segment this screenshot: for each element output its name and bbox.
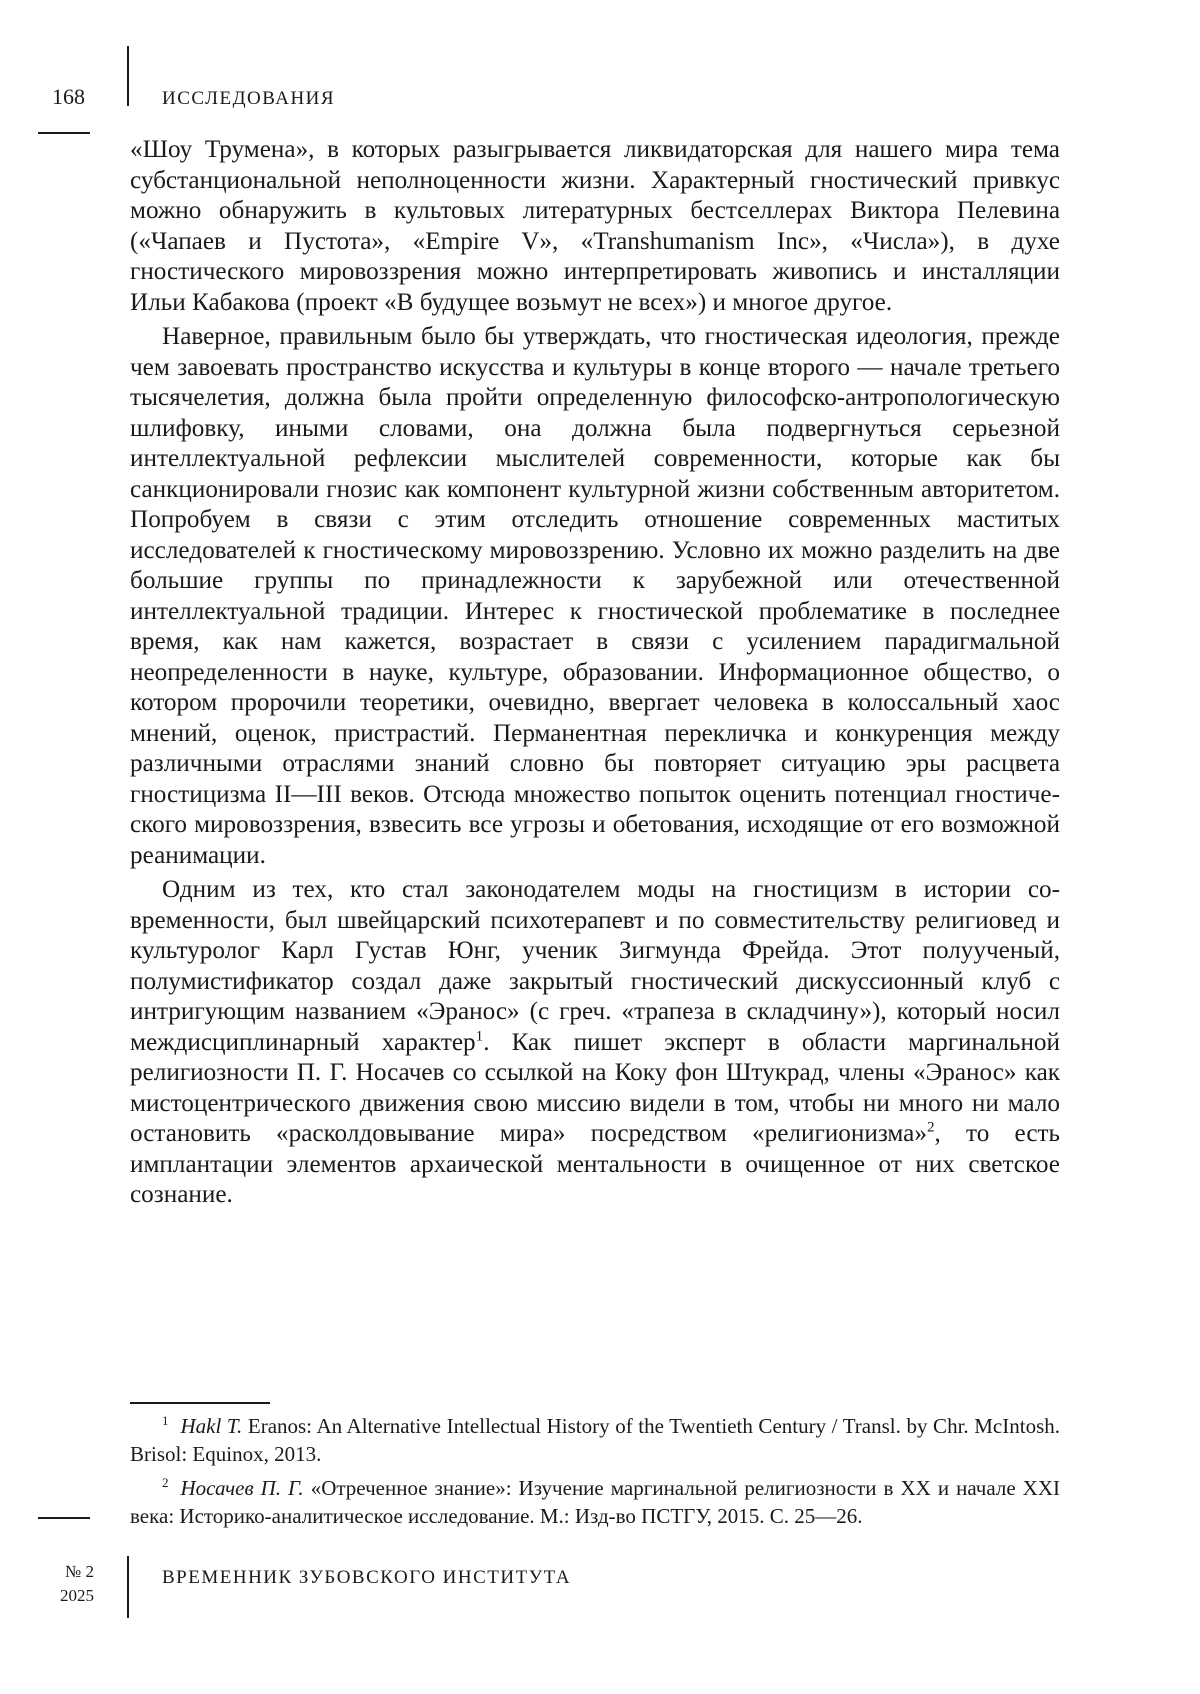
footer-vertical-rule <box>127 1556 129 1618</box>
header-vertical-rule <box>127 46 129 106</box>
footnote-1-mark: 1 <box>162 1413 169 1428</box>
footnote-2-mark: 2 <box>162 1475 169 1490</box>
footnote-ref-2[interactable]: 2 <box>926 1119 935 1136</box>
paragraph-3-part-b: . Как пишет эксперт в области маргинальной религиозности П. Г. Носачев со ссылкой на Коку фон Штукрад, члены «Эранос» как мистоцентрического движения свою миссию видели в том, чтобы ни много ни мало остановить «расколдовывание мира» посредством «религионизма» <box>130 1028 1060 1147</box>
header-horizontal-rule <box>38 132 90 134</box>
section-title: ИССЛЕДОВАНИЯ <box>162 88 336 109</box>
main-text <box>130 135 1060 1211</box>
paragraph-3 <box>130 875 1060 1211</box>
issue-number: № 2 <box>65 1562 94 1581</box>
journal-title: ВРЕМЕННИК ЗУБОВСКОГО ИНСТИТУТА <box>162 1567 572 1588</box>
footnote-separator <box>130 1402 270 1404</box>
issue-info <box>38 1560 94 1608</box>
footnote-1 <box>130 1412 1060 1468</box>
footnotes <box>130 1412 1060 1536</box>
footnote-ref-1[interactable]: 1 <box>475 1028 484 1045</box>
paragraph-1: «Шоу Трумена», в которых разыгрывается ликвидаторская для нашего мира тема субстанциональной неполноценности жизни. Характерный гностический привкус можно обнаружить в культовых литературных бестселлерах Виктора Пелевина («Чапаев и Пустота», «Empire V», «Transhumanism Inc», «Числа»), в духе гностического мировоззрения можно интерпретировать живопись и инсталляции Ильи Кабакова (проект «В будущее возьмут не всех») и многое другое. <box>130 136 1060 316</box>
paragraph-3-part-c: , то есть имплантации элементов архаической ментальности в очищенное от них светское сознание. <box>130 1120 1061 1208</box>
footnote-1-text: Eranos: An Alternative Intellectual History of the Twentieth Century / Transl. by Chr. McIntosh. Brisol: Equinox, 2013. <box>130 1414 1060 1466</box>
issue-year: 2025 <box>60 1586 94 1605</box>
footnote-2 <box>130 1474 1060 1530</box>
footnote-2-author: Носачев П. Г. <box>180 1476 304 1500</box>
page-number: 168 <box>52 84 85 109</box>
footnote-2-text: «Отреченное знание»: Изучение маргинальной религиозности в XX и начале XXI века: Историко-аналитическое исследование. М.: Изд-во ПСТГУ, 2015. С. 25—26. <box>130 1476 1060 1528</box>
footnote-1-author: Hakl T. <box>180 1414 243 1438</box>
paragraph-2: Наверное, правильным было бы утверждать, что гностическая идеология, прежде чем завоевать пространство искусства и культуры в конце второго — начале третьего тысячелетия, должна была пройти определенную философско-антропологическую шлифовку, иными словами, она должна была подвергнуться серьезной интеллектуальной рефлексии мыслителей современности, которые как бы санкционировали гнозис как компонент культурной жизни собственным авторитетом. Попробуем в связи с этим отследить отношение современных маститых исследователей к гностическому мировоззрению. Условно их можно разделить на две большие группы по принадлежности к зарубежной или отечественной интеллектуальной традиции. Интерес к гностической проблематике в последнее время, как нам кажется, возрастает в связи с усилением парадигмальной неопределенности в науке, культуре, образовании. Информационное общество, о котором пророчили теоретики, очевидно, ввергает человека в колоссальный хаос мнений, оценок, пристрастий. Перманентная перекличка и конкуренция между различными отраслями знаний словно бы повторяет ситуацию эры расцвета гностицизма II—III веков. Отсюда множество попыток оценить потенциал гностического мировоззрения, взвесить все угрозы и обетования, исходящие от его возможной реанимации. <box>130 323 1060 869</box>
footer-horizontal-rule <box>38 1517 90 1519</box>
paragraph-3-part-a: Одним из тех, кто стал законодателем моды на гностицизм в истории современности, был швейцарский психотерапевт и по совместительству религиовед и культуролог Карл Густав Юнг, ученик Зигмунда Фрейда. Этот полуученый, полумистификатор создал даже закрытый гностический дискуссионный клуб с интригующим названием «Эранос» (с греч. «трапеза в складчину»), который носил междисциплинарный характер <box>130 876 1060 1056</box>
